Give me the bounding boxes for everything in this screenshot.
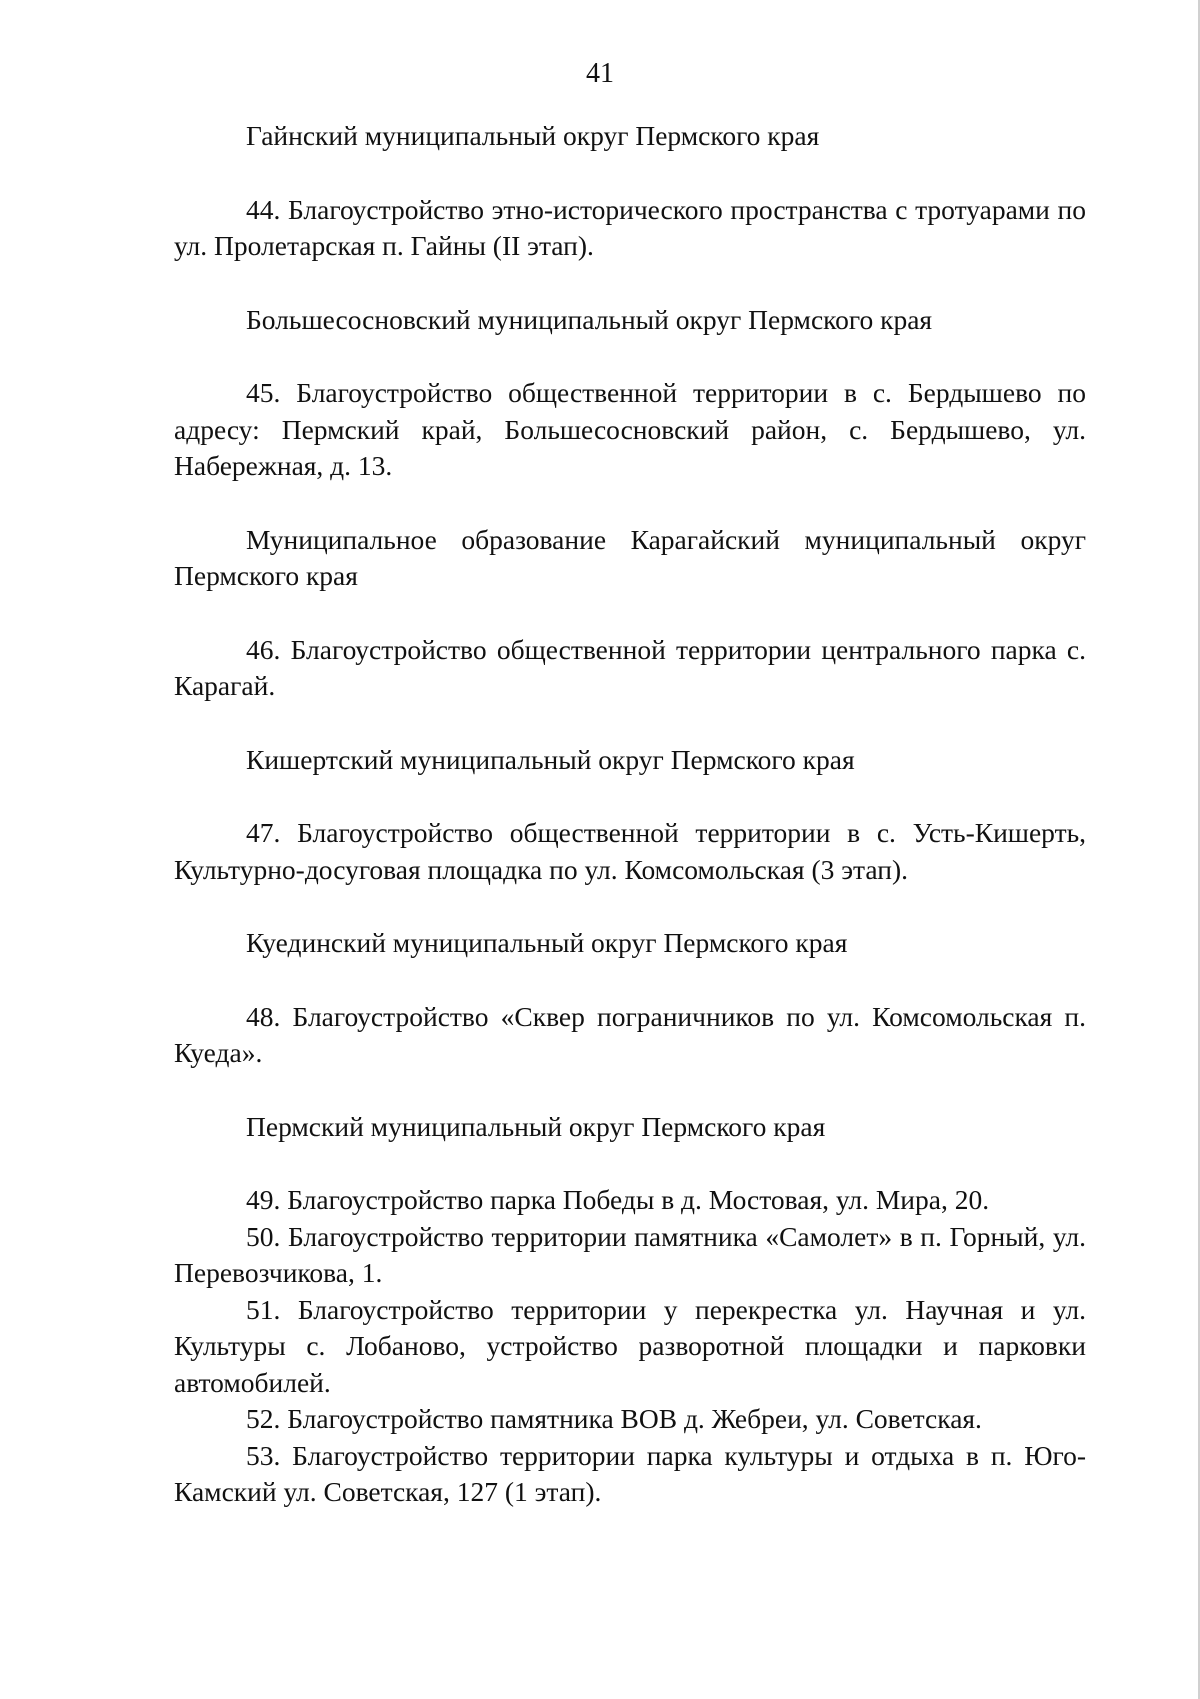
list-item: 46. Благоустройство общественной территории центрального парка с. Карагай. bbox=[174, 633, 1086, 701]
list-item: 44. Благоустройство этно-исторического пространства с тротуарами по ул. Пролетарская п. Гайны (II этап). bbox=[174, 193, 1086, 261]
list-item: 45. Благоустройство общественной территории в с. Бердышево по адресу: Пермский край, Большесосновский район, с. Бердышево, ул. Набережная, д. 13. bbox=[174, 377, 1086, 481]
section-heading: Большесосновский муниципальный округ Пермского края bbox=[246, 303, 933, 335]
list-item: 52. Благоустройство памятника ВОВ д. Жебреи, ул. Советская. bbox=[246, 1403, 982, 1434]
list-item: 51. Благоустройство территории у перекрестка ул. Научная и ул. Культуры с. Лобаново, устройство разворотной площадки и парковки автомобилей. bbox=[174, 1293, 1086, 1398]
section-heading: Куединский муниципальный округ Пермского края bbox=[246, 927, 848, 958]
section-heading: Муниципальное образование Карагайский муниципальный округ Пермского края bbox=[174, 523, 1086, 591]
section-heading: Гайнский муниципальный округ Пермского края bbox=[246, 120, 820, 151]
list-item: 48. Благоустройство «Сквер пограничников по ул. Комсомольская п. Куеда». bbox=[174, 1000, 1086, 1068]
page-number: 41 bbox=[586, 58, 614, 89]
list-item: 49. Благоустройство парка Победы в д. Мостовая, ул. Мира, 20. bbox=[246, 1184, 990, 1215]
section-heading: Кишертский муниципальный округ Пермского края bbox=[246, 743, 855, 775]
list-item: 50. Благоустройство территории памятника «Самолет» в п. Горный, ул. Перевозчикова, 1. bbox=[174, 1220, 1086, 1288]
list-item: 53. Благоустройство территории парка культуры и отдыха в п. Юго-Камский ул. Советская, 127 (1 этап). bbox=[174, 1439, 1086, 1507]
list-item: 47. Благоустройство общественной территории в с. Усть-Кишерть, Культурно-досуговая площадка по ул. Комсомольская (3 этап). bbox=[174, 817, 1086, 885]
document-body bbox=[174, 118, 1086, 1511]
section-heading: Пермский муниципальный округ Пермского края bbox=[246, 1110, 826, 1142]
